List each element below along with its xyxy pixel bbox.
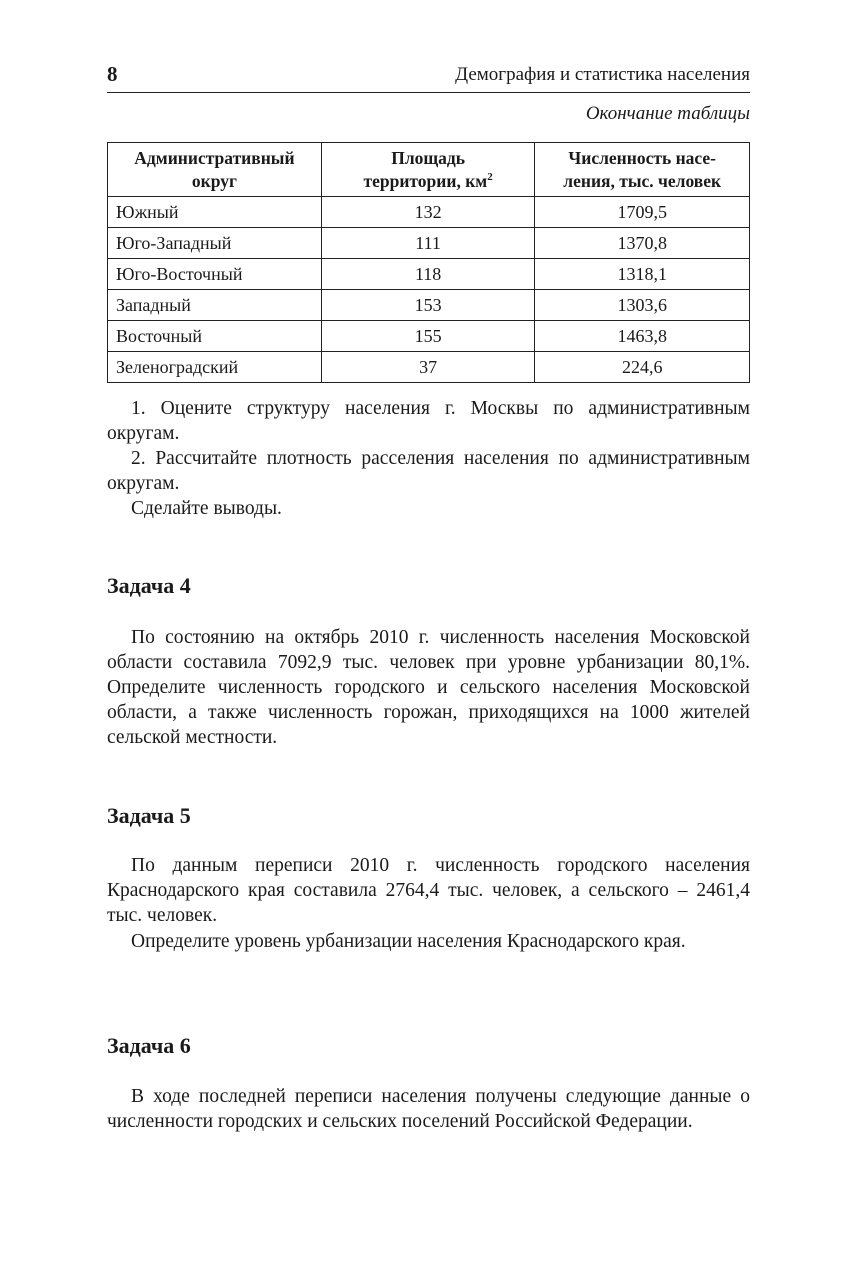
area-cell: 118 <box>321 259 535 290</box>
district-cell: Зеленоградский <box>108 352 322 383</box>
district-table <box>107 142 750 383</box>
district-cell: Южный <box>108 197 322 228</box>
population-cell: 1463,8 <box>535 321 750 352</box>
conclusion-prompt: Сделайте выводы. <box>131 498 282 519</box>
question-1: 1. Оцените структуру населения г. Москвы по административным округам. <box>107 398 750 444</box>
task-5-title: Задача 5 <box>107 803 191 828</box>
table-row <box>108 259 750 290</box>
population-cell: 224,6 <box>535 352 750 383</box>
population-cell: 1303,6 <box>535 290 750 321</box>
district-cell: Юго-Западный <box>108 228 322 259</box>
district-cell: Восточный <box>108 321 322 352</box>
task-4-title: Задача 4 <box>107 573 191 598</box>
table-header-row <box>108 143 750 197</box>
table-row <box>108 290 750 321</box>
population-cell: 1370,8 <box>535 228 750 259</box>
district-cell: Западный <box>108 290 322 321</box>
area-cell: 153 <box>321 290 535 321</box>
district-cell: Юго-Восточный <box>108 259 322 290</box>
column-header-population: Численность насе- ления, тыс. человек <box>535 143 750 197</box>
task-5-question: Определите уровень урбанизации населения Краснодарского края. <box>131 931 686 952</box>
table-row <box>108 352 750 383</box>
area-cell: 111 <box>321 228 535 259</box>
task-6-title: Задача 6 <box>107 1033 191 1058</box>
population-cell: 1318,1 <box>535 259 750 290</box>
question-2: 2. Рассчитайте плотность расселения населения по административным округам. <box>107 448 750 494</box>
column-header-area: Площадь территории, $км^2$ <box>321 143 535 197</box>
table-caption: Окончание таблицы <box>585 103 750 124</box>
table-row <box>108 228 750 259</box>
running-title: Демография и статистика населения <box>455 64 750 85</box>
area-cell: 155 <box>321 321 535 352</box>
area-cell: 132 <box>321 197 535 228</box>
page-header <box>107 62 750 93</box>
task-6-text: В ходе последней переписи населения получены следующие данные о численности городских и сельских поселений Российской Федерации. <box>107 1086 750 1132</box>
area-cell: 37 <box>321 352 535 383</box>
table-row <box>108 197 750 228</box>
task-4-text: По состоянию на октябрь 2010 г. численность населения Московской области составила 7092,9 тыс. человек при уровне урбанизации 80,1%. Определите численность городского и сельского населения Московской области, а также численность горожан, приходящихся на 1000 жителей сельской местности. <box>107 627 750 748</box>
table-row <box>108 321 750 352</box>
population-cell: 1709,5 <box>535 197 750 228</box>
task-5-text: По данным переписи 2010 г. численность городского населения Краснодарского края составила 2764,4 тыс. человек, а сельского – 2461,4 тыс. человек. <box>107 855 750 926</box>
column-header-district: Административный округ <box>108 143 322 197</box>
page-number: 8 <box>107 62 118 86</box>
